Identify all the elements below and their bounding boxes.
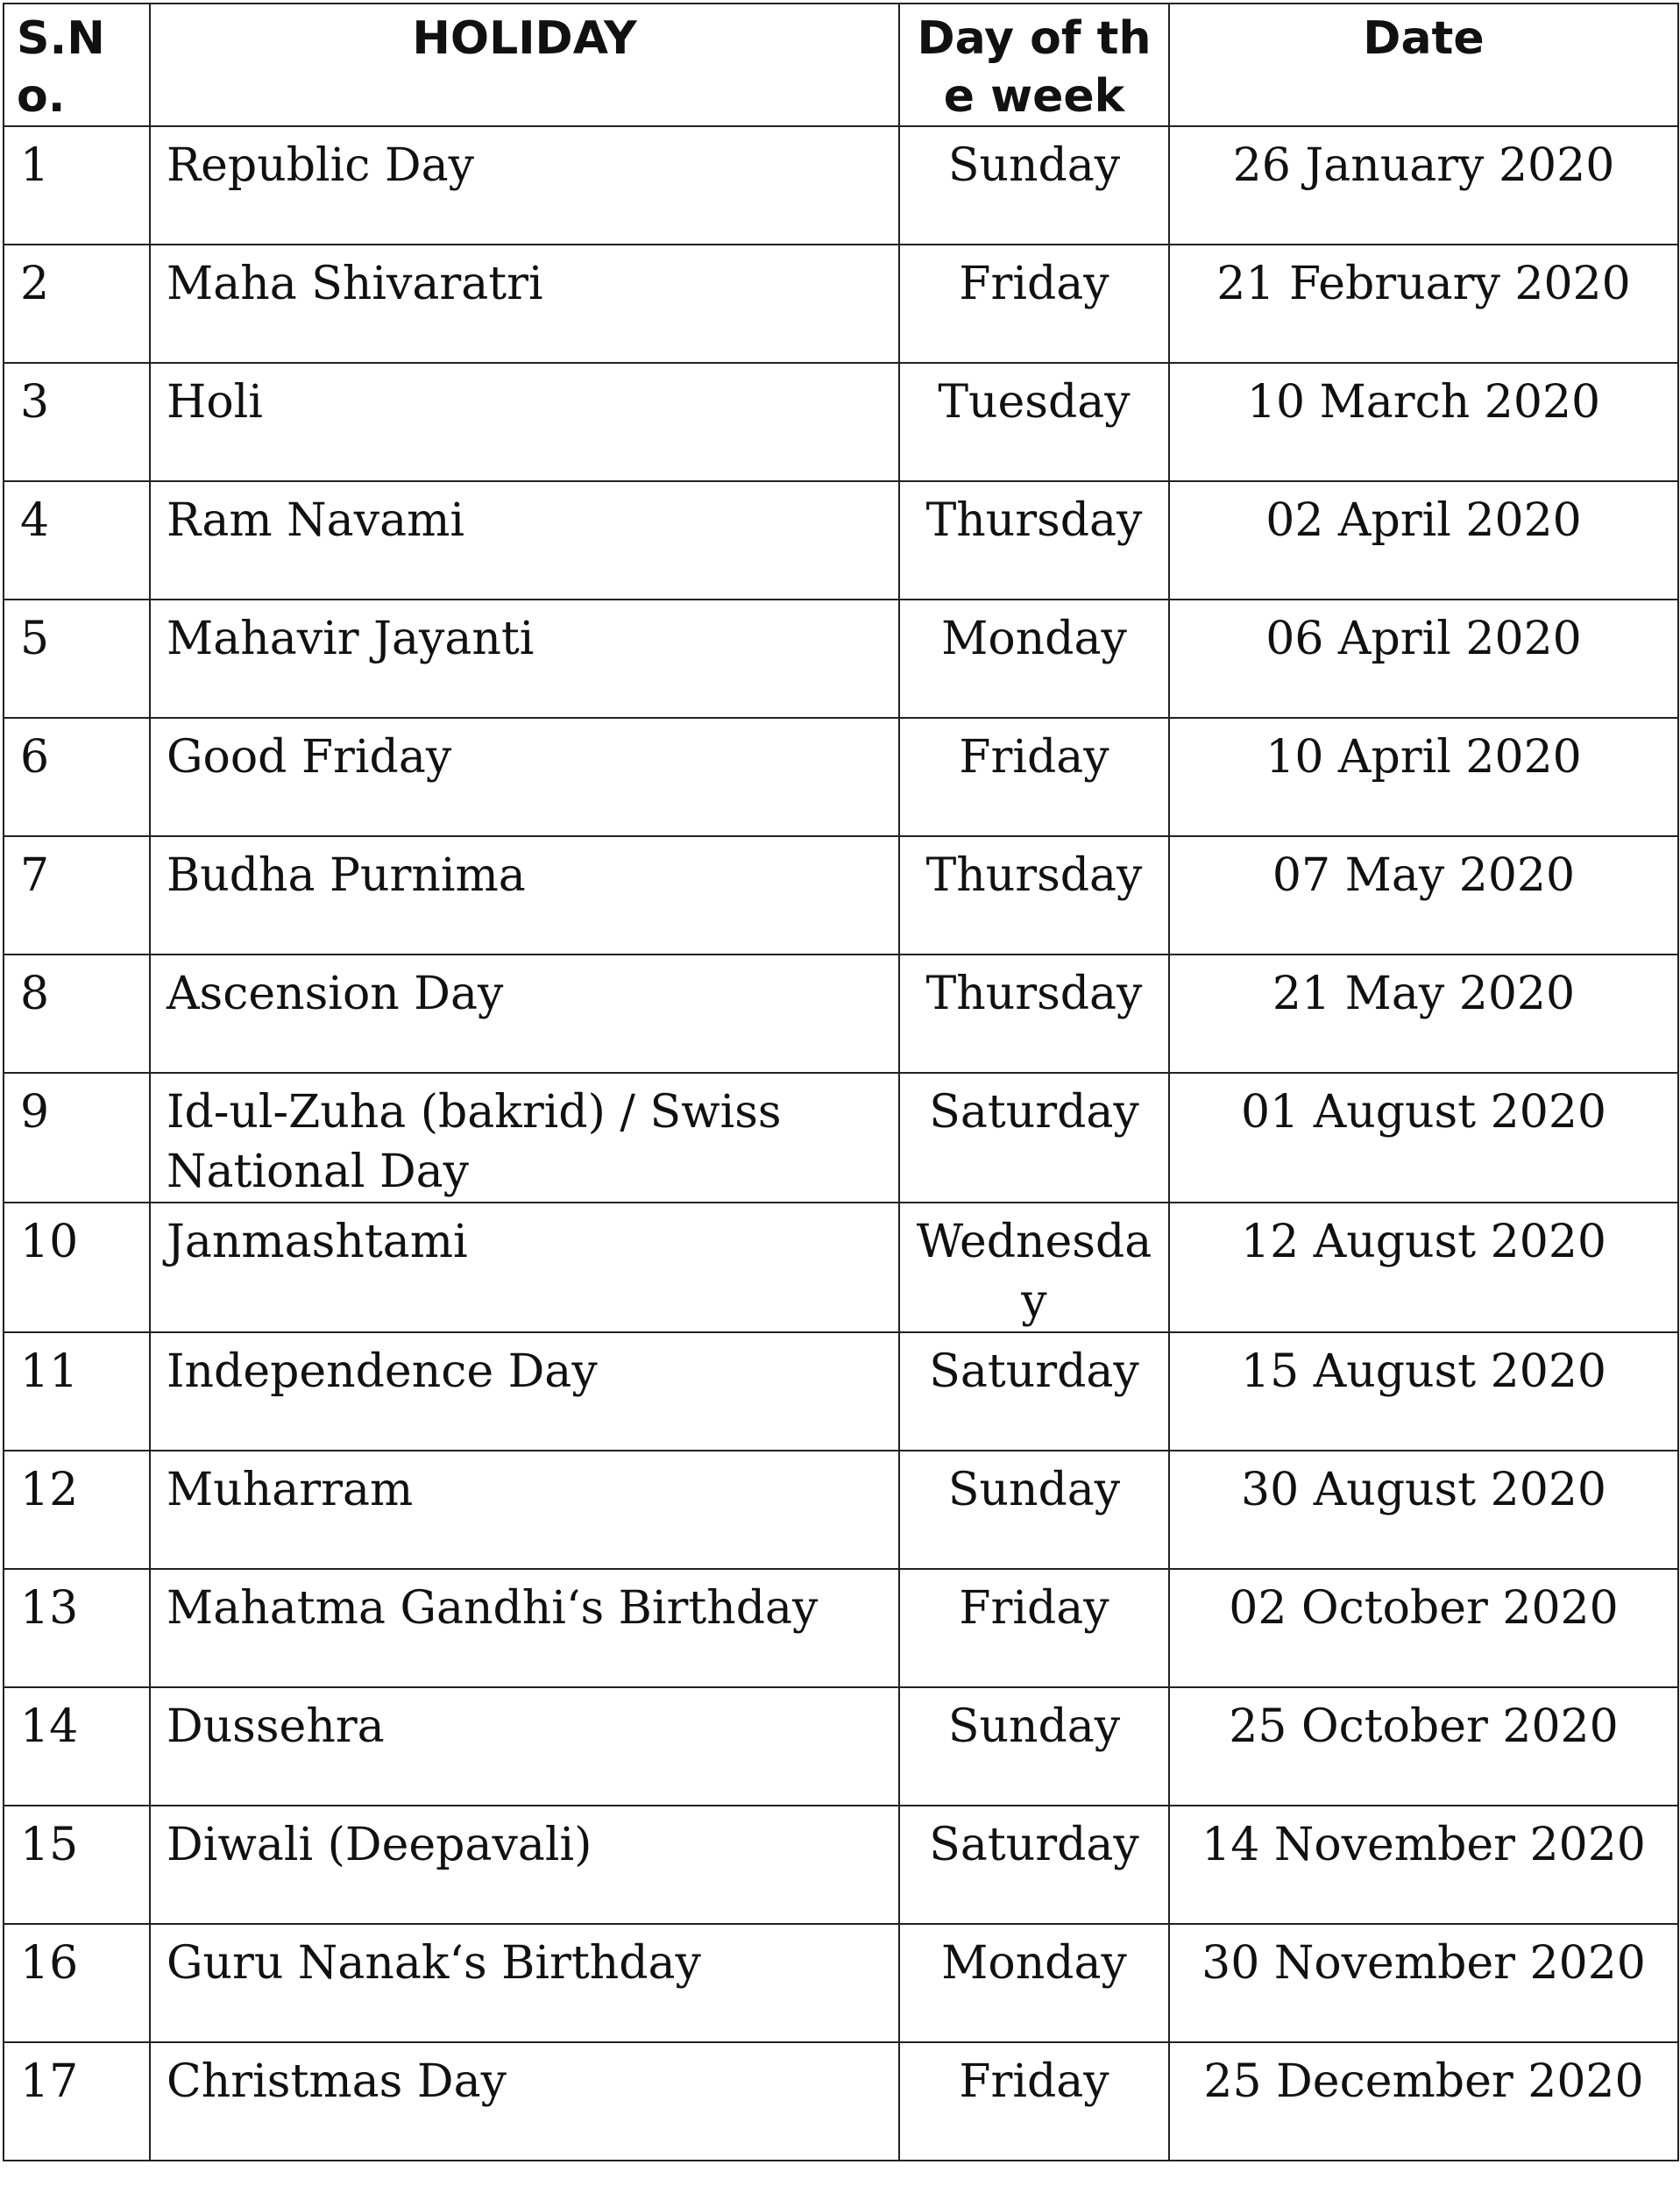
cell-holiday: Guru Nanak‘s Birthday: [150, 1924, 899, 2042]
cell-sno: 16: [4, 1924, 150, 2042]
cell-date: 25 October 2020: [1169, 1687, 1678, 1806]
table-row: [4, 1806, 1678, 1924]
holiday-table: [3, 3, 1679, 2161]
cell-date: 21 February 2020: [1169, 245, 1678, 363]
cell-date: 26 January 2020: [1169, 126, 1678, 245]
cell-sno: 15: [4, 1806, 150, 1924]
cell-date: 12 August 2020: [1169, 1203, 1678, 1332]
cell-sno: 12: [4, 1451, 150, 1569]
cell-holiday: Ram Navami: [150, 481, 899, 600]
cell-date: 01 August 2020: [1169, 1073, 1678, 1203]
cell-holiday: Holi: [150, 363, 899, 481]
cell-holiday: Janmashtami: [150, 1203, 899, 1332]
header-date: Date: [1169, 4, 1678, 126]
table-body: [4, 126, 1678, 2161]
cell-day: Friday: [899, 2042, 1169, 2161]
cell-sno: 7: [4, 836, 150, 955]
cell-day: Sunday: [899, 1687, 1169, 1806]
cell-date: 30 November 2020: [1169, 1924, 1678, 2042]
cell-sno: 13: [4, 1569, 150, 1687]
table-row: [4, 2042, 1678, 2161]
table-row: [4, 955, 1678, 1073]
cell-holiday: Mahatma Gandhi‘s Birthday: [150, 1569, 899, 1687]
table-row: [4, 1451, 1678, 1569]
header-day-of-week: Day of the week: [899, 4, 1169, 126]
cell-sno: 4: [4, 481, 150, 600]
cell-holiday: Republic Day: [150, 126, 899, 245]
cell-holiday: Independence Day: [150, 1332, 899, 1451]
table-row: [4, 126, 1678, 245]
cell-day: Saturday: [899, 1073, 1169, 1203]
header-holiday: HOLIDAY: [150, 4, 899, 126]
cell-day: Wednesday: [899, 1203, 1169, 1332]
table-row: [4, 1073, 1678, 1203]
cell-day: Thursday: [899, 481, 1169, 600]
cell-day: Sunday: [899, 126, 1169, 245]
cell-sno: 14: [4, 1687, 150, 1806]
cell-day: Friday: [899, 245, 1169, 363]
cell-holiday: Good Friday: [150, 718, 899, 836]
cell-date: 25 December 2020: [1169, 2042, 1678, 2161]
cell-date: 07 May 2020: [1169, 836, 1678, 955]
table-row: [4, 600, 1678, 718]
cell-day: Thursday: [899, 836, 1169, 955]
cell-sno: 11: [4, 1332, 150, 1451]
table-row: [4, 1332, 1678, 1451]
table-row: [4, 481, 1678, 600]
cell-holiday: Budha Purnima: [150, 836, 899, 955]
cell-day: Sunday: [899, 1451, 1169, 1569]
cell-day: Friday: [899, 1569, 1169, 1687]
cell-date: 14 November 2020: [1169, 1806, 1678, 1924]
cell-sno: 6: [4, 718, 150, 836]
cell-holiday: Christmas Day: [150, 2042, 899, 2161]
table-row: [4, 1687, 1678, 1806]
cell-holiday: Id-ul-Zuha (bakrid) / Swiss National Day: [150, 1073, 899, 1203]
cell-date: 15 August 2020: [1169, 1332, 1678, 1451]
cell-sno: 3: [4, 363, 150, 481]
cell-sno: 1: [4, 126, 150, 245]
cell-date: 06 April 2020: [1169, 600, 1678, 718]
table-row: [4, 1203, 1678, 1332]
cell-sno: 5: [4, 600, 150, 718]
cell-sno: 10: [4, 1203, 150, 1332]
cell-sno: 17: [4, 2042, 150, 2161]
table-header: [4, 4, 1678, 126]
table-row: [4, 718, 1678, 836]
cell-day: Friday: [899, 718, 1169, 836]
cell-holiday: Maha Shivaratri: [150, 245, 899, 363]
cell-sno: 9: [4, 1073, 150, 1203]
cell-holiday: Dussehra: [150, 1687, 899, 1806]
table-row: [4, 836, 1678, 955]
cell-date: 02 April 2020: [1169, 481, 1678, 600]
cell-sno: 8: [4, 955, 150, 1073]
table-row: [4, 1569, 1678, 1687]
table-row: [4, 245, 1678, 363]
cell-date: 30 August 2020: [1169, 1451, 1678, 1569]
cell-date: 21 May 2020: [1169, 955, 1678, 1073]
cell-holiday: Ascension Day: [150, 955, 899, 1073]
cell-date: 10 March 2020: [1169, 363, 1678, 481]
cell-sno: 2: [4, 245, 150, 363]
table-row: [4, 363, 1678, 481]
cell-day: Saturday: [899, 1332, 1169, 1451]
header-sno: S.No.: [4, 4, 150, 126]
cell-day: Thursday: [899, 955, 1169, 1073]
cell-day: Monday: [899, 600, 1169, 718]
header-row: [4, 4, 1678, 126]
cell-holiday: Diwali (Deepavali): [150, 1806, 899, 1924]
cell-holiday: Mahavir Jayanti: [150, 600, 899, 718]
cell-holiday: Muharram: [150, 1451, 899, 1569]
cell-day: Tuesday: [899, 363, 1169, 481]
cell-date: 02 October 2020: [1169, 1569, 1678, 1687]
cell-date: 10 April 2020: [1169, 718, 1678, 836]
cell-day: Saturday: [899, 1806, 1169, 1924]
cell-day: Monday: [899, 1924, 1169, 2042]
table-row: [4, 1924, 1678, 2042]
